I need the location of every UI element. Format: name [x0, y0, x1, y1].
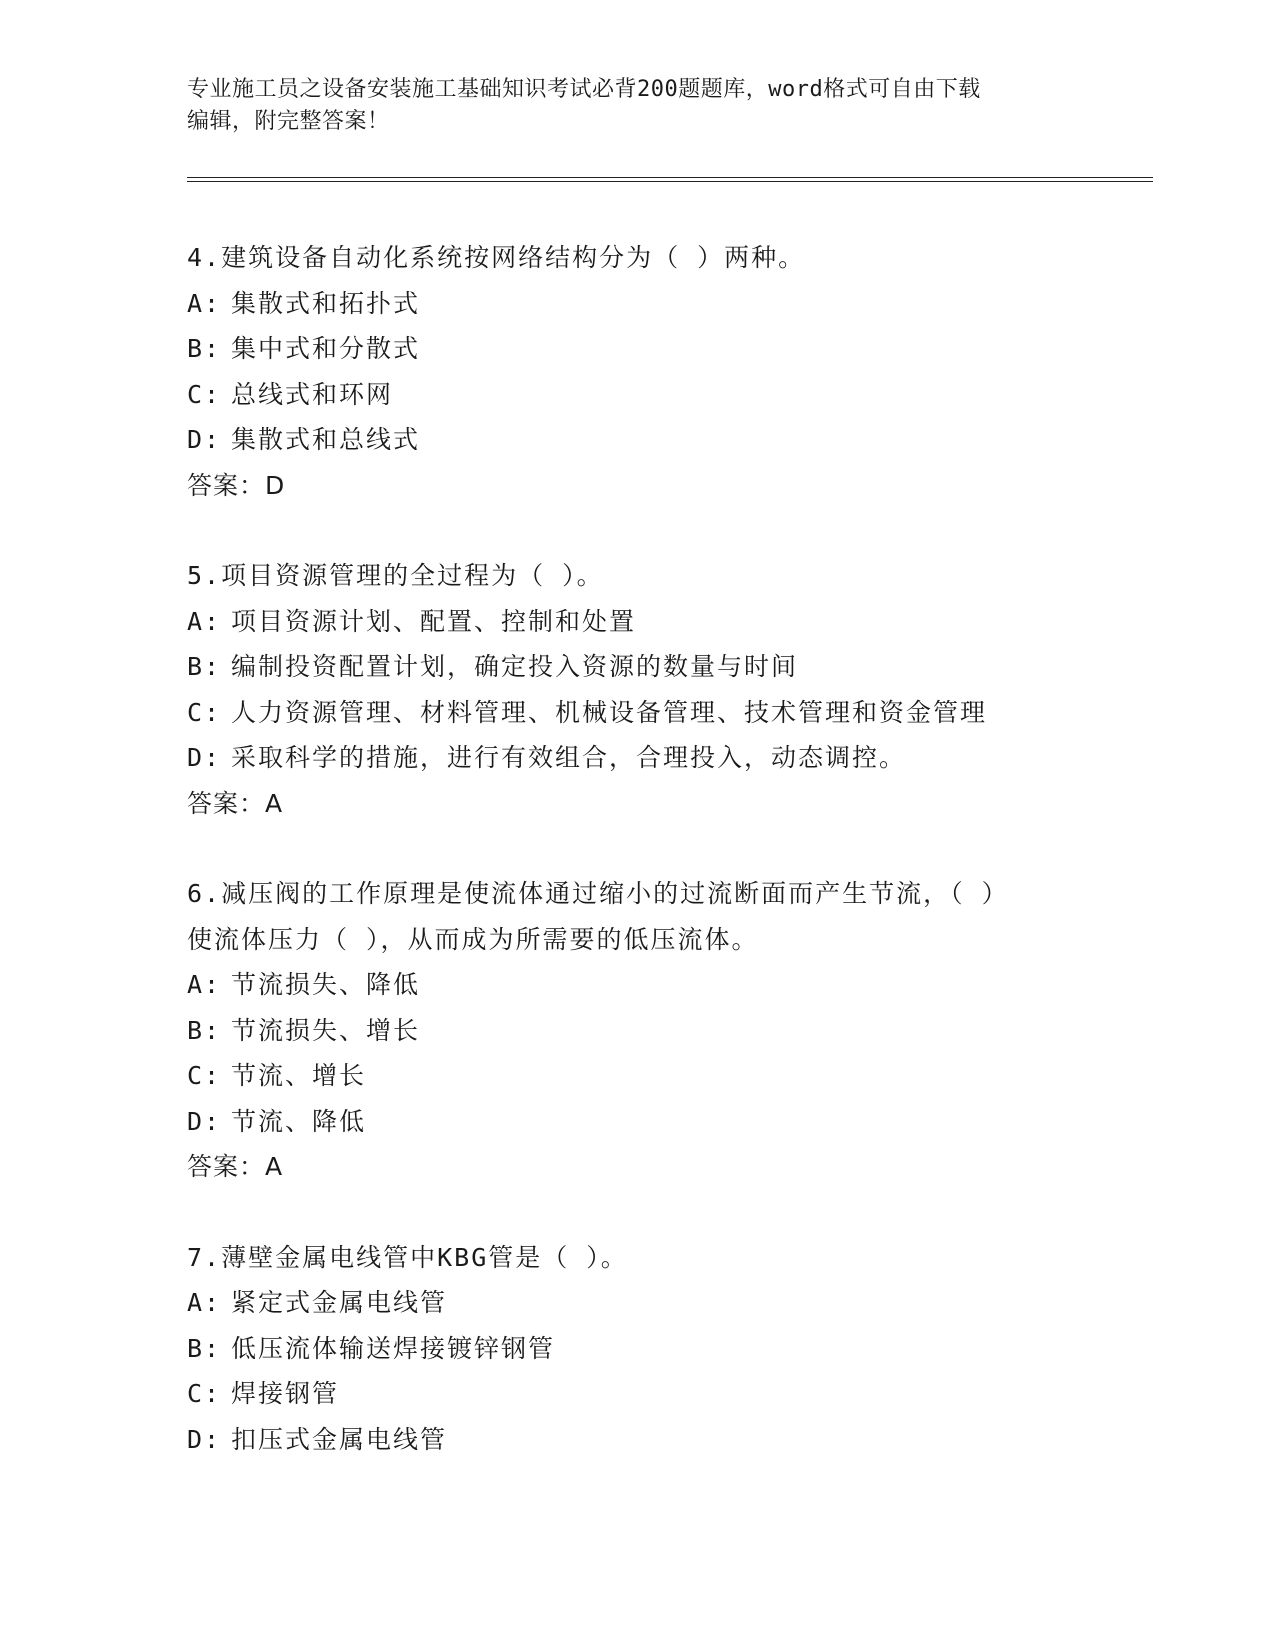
question-stem: 5.项目资源管理的全过程为（ ）。 — [187, 561, 604, 590]
option-label: B: — [187, 652, 222, 681]
answer-line: 答案：A — [187, 1152, 284, 1181]
option-text: 采取科学的措施，进行有效组合，合理投入，动态调控。 — [231, 743, 907, 772]
option-text: 紧定式金属电线管 — [231, 1288, 448, 1317]
option-text: 节流、增长 — [231, 1061, 367, 1090]
option-text: 总线式和环网 — [231, 379, 394, 409]
question-block — [187, 1235, 1153, 1463]
option-label: D: — [187, 743, 222, 772]
option-c — [187, 690, 1153, 736]
option-c — [187, 1371, 1153, 1417]
option-text: 扣压式金属电线管 — [231, 1424, 448, 1454]
question-stem: 6.减压阀的工作原理是使流体通过缩小的过流断面而产生节流，（ ） — [187, 879, 1009, 908]
question-stem: 4.建筑设备自动化系统按网络结构分为（ ）两种。 — [187, 243, 806, 272]
option-text: 项目资源计划、配置、控制和处置 — [231, 606, 637, 636]
header-divider-bottom — [187, 181, 1153, 182]
option-text: 编制投资配置计划，确定投入资源的数量与时间 — [231, 652, 799, 681]
option-text: 焊接钢管 — [231, 1379, 340, 1408]
option-text: 节流损失、增长 — [231, 1015, 421, 1045]
answer-line: 答案：A — [187, 788, 284, 818]
option-text: 集中式和分散式 — [231, 334, 421, 363]
option-text: 低压流体输送焊接镀锌钢管 — [231, 1333, 556, 1363]
option-b — [187, 326, 1153, 372]
option-d — [187, 1417, 1153, 1463]
option-text: 集散式和拓扑式 — [231, 288, 421, 318]
question-list — [187, 235, 1153, 1462]
question-stem: 7.薄壁金属电线管中KBG管是（ ）。 — [187, 1242, 628, 1272]
option-label: D: — [187, 1424, 222, 1454]
option-text: 集散式和总线式 — [231, 425, 421, 454]
question-stem-continued: 使流体压力（ ），从而成为所需要的低压流体。 — [187, 924, 759, 954]
option-c — [187, 372, 1153, 418]
option-a — [187, 281, 1153, 327]
option-label: A: — [187, 1288, 222, 1317]
document-header — [187, 74, 1067, 138]
option-b — [187, 1326, 1153, 1372]
option-label: C: — [187, 1379, 222, 1408]
option-d — [187, 735, 1153, 781]
option-label: C: — [187, 1061, 222, 1090]
question-block — [187, 553, 1153, 826]
option-text: 节流损失、降低 — [231, 970, 421, 999]
header-title-line-2: 编辑，附完整答案！ — [187, 109, 390, 134]
option-b — [187, 1008, 1153, 1054]
header-divider-top — [187, 177, 1153, 178]
option-b — [187, 644, 1153, 690]
option-label: B: — [187, 334, 222, 363]
option-label: C: — [187, 697, 222, 727]
option-d — [187, 1099, 1153, 1145]
question-block — [187, 235, 1153, 508]
answer-line: 答案：D — [187, 470, 286, 500]
option-text: 人力资源管理、材料管理、机械设备管理、技术管理和资金管理 — [231, 697, 988, 727]
option-label: D: — [187, 425, 222, 454]
question-block — [187, 871, 1153, 1190]
option-c — [187, 1053, 1153, 1099]
option-label: A: — [187, 288, 222, 318]
option-label: B: — [187, 1015, 222, 1045]
option-label: B: — [187, 1333, 222, 1363]
option-label: D: — [187, 1106, 222, 1136]
option-a — [187, 962, 1153, 1008]
header-title-line-1: 专业施工员之设备安装施工基础知识考试必背200题题库，word格式可自由下载 — [187, 77, 981, 102]
option-label: C: — [187, 379, 222, 409]
option-text: 节流、降低 — [231, 1106, 367, 1136]
option-label: A: — [187, 970, 222, 999]
option-a — [187, 599, 1153, 645]
option-label: A: — [187, 606, 222, 636]
option-a — [187, 1280, 1153, 1326]
option-d — [187, 417, 1153, 463]
